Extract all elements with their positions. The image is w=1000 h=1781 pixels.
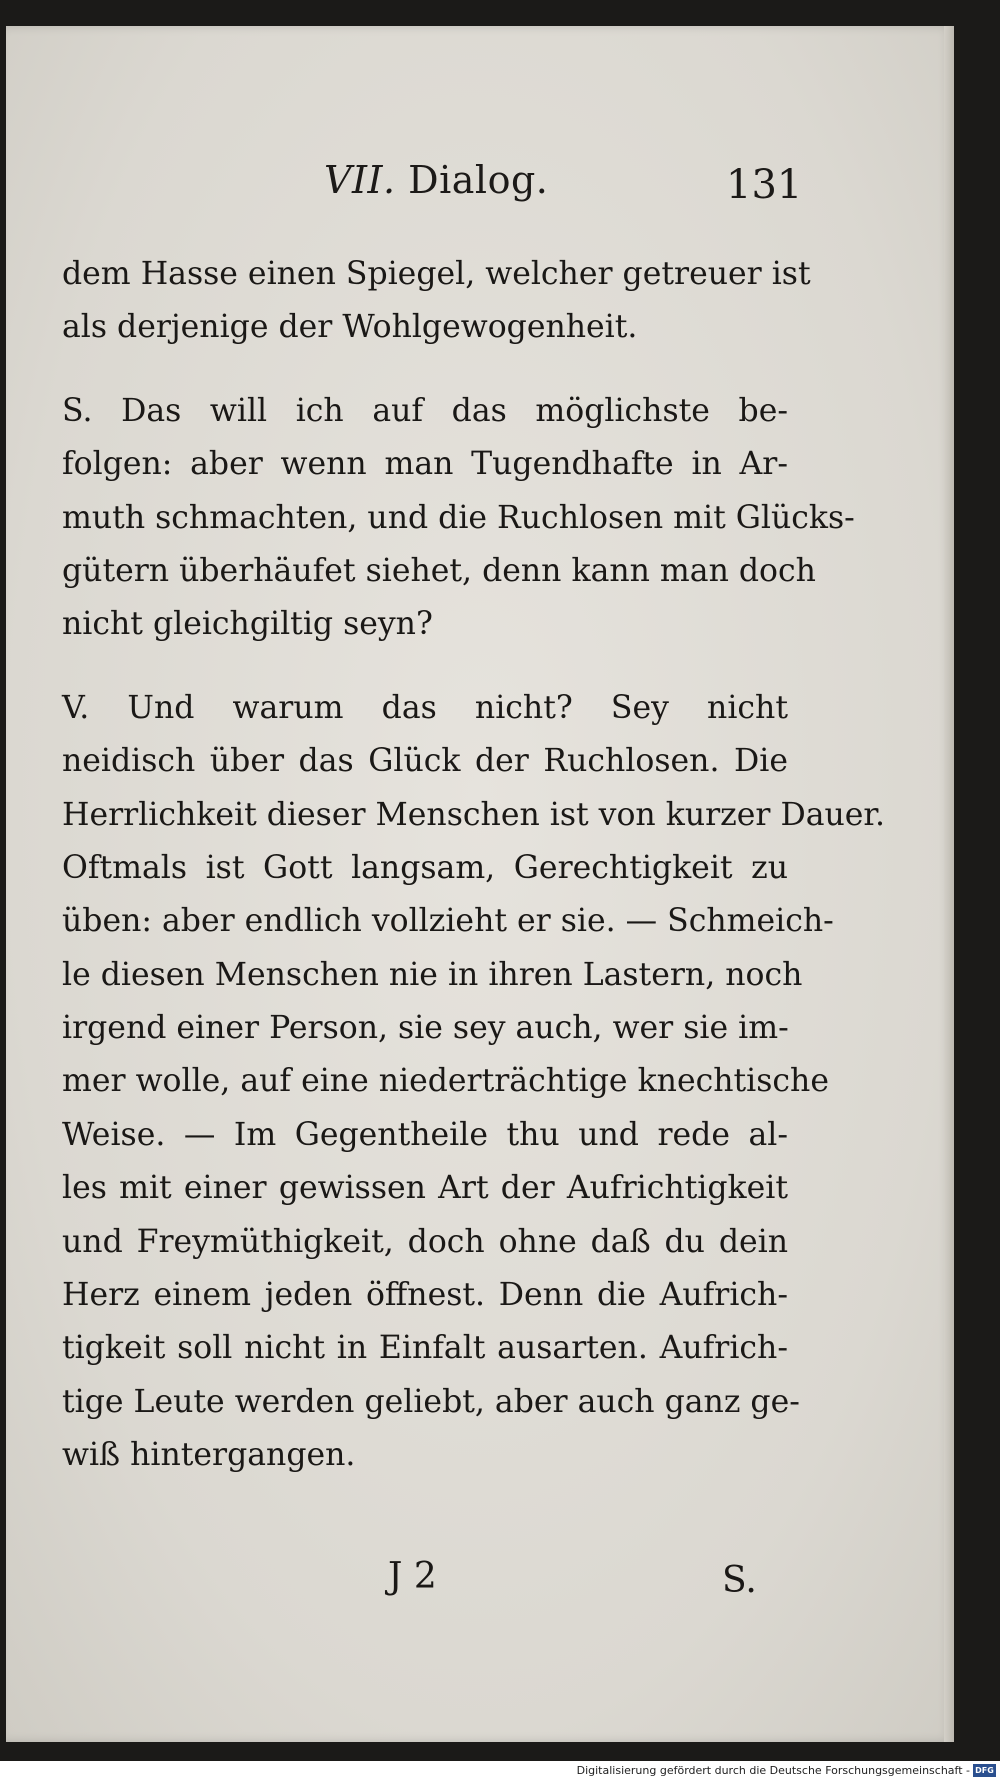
running-head: [324, 158, 548, 202]
paragraph: [62, 385, 855, 652]
text-line: Herrlichkeit dieser Menschen ist von kurzer Dauer.: [62, 796, 886, 833]
text-line: neidisch über das Glück der Ruchlosen. Die: [62, 743, 788, 780]
text-line: tigkeit soll nicht in Einfalt ausarten. Aufrich-: [62, 1330, 788, 1367]
text-line: muth schmachten, und die Ruchlosen mit Glücks-: [62, 499, 855, 536]
text-line: S. Das will ich auf das möglichste be-: [62, 392, 788, 429]
text-line: Oftmals ist Gott langsam, Gerechtigkeit zu: [62, 849, 788, 886]
signature-mark: J 2: [388, 1556, 437, 1597]
text-line: irgend einer Person, sie sey auch, wer sie im-: [62, 1010, 789, 1047]
page-footer: [6, 1556, 954, 1616]
text-line: Herz einem jeden öffnest. Denn die Aufrich-: [62, 1277, 788, 1314]
dfg-logo: DFG: [973, 1764, 996, 1777]
text-line: wiß hintergangen.: [62, 1437, 356, 1474]
book-page: [6, 26, 954, 1742]
text-line: tige Leute werden geliebt, aber auch ganz ge-: [62, 1383, 800, 1420]
text-line: dem Hasse einen Spiegel, welcher getreuer ist: [62, 256, 811, 292]
body-text: [62, 248, 886, 1483]
text-line: Weise. — Im Gegentheile thu und rede al-: [62, 1116, 788, 1153]
credit-text: Digitalisierung gefördert durch die Deutsche Forschungsgemeinschaft -: [576, 1764, 970, 1777]
text-line: mer wolle, auf eine niederträchtige knechtische: [62, 1063, 829, 1100]
text-line: und Freymüthigkeit, doch ohne daß du dein: [62, 1223, 788, 1260]
text-line: üben: aber endlich vollzieht er sie. — Schmeich-: [62, 903, 834, 940]
page-number: 131: [726, 162, 803, 208]
text-line: gütern überhäufet siehet, denn kann man doch: [62, 552, 816, 589]
page-header: [6, 158, 954, 218]
text-line: V. Und warum das nicht? Sey nicht: [62, 689, 788, 726]
text-line: als derjenige der Wohlgewogenheit.: [62, 309, 638, 346]
text-line: les mit einer gewissen Art der Aufrichtigkeit: [62, 1170, 788, 1207]
running-head-roman: VII.: [324, 158, 396, 202]
paragraph: [62, 682, 886, 1483]
paragraph-gap: [62, 355, 788, 385]
running-head-title: Dialog.: [408, 158, 549, 202]
text-line: le diesen Menschen nie in ihren Lastern, noch: [62, 956, 803, 993]
text-line: nicht gleichgiltig seyn?: [62, 606, 433, 643]
text-line: folgen: aber wenn man Tugendhafte in Ar-: [62, 446, 788, 483]
credit-bar: [0, 1761, 1000, 1781]
catchword: S.: [722, 1560, 757, 1601]
paragraph-gap: [62, 652, 788, 682]
page-edge: [944, 26, 954, 1742]
paragraph: [62, 248, 811, 355]
